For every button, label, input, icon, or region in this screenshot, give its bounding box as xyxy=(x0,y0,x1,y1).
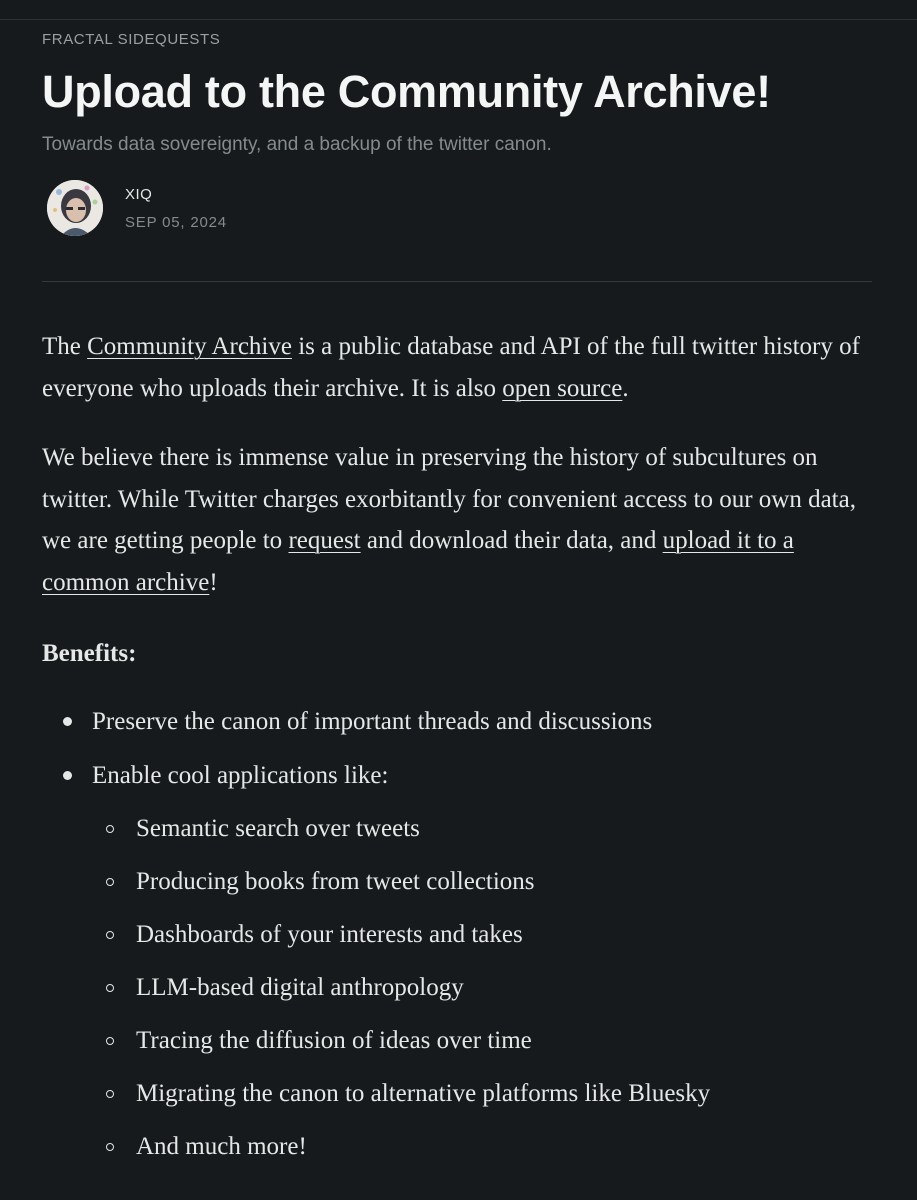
belief-text-2: and download their data, and xyxy=(360,527,663,554)
list-item-text: Preserve the canon of important threads and discussions xyxy=(92,708,653,735)
intro-text-2: is a public database and API of the full twitter history of everyone who uploads their archive. It is also xyxy=(42,333,860,402)
bullet-circle-icon xyxy=(106,931,114,939)
request-link[interactable]: request xyxy=(288,527,361,554)
post-date: SEP 05, 2024 xyxy=(125,214,227,231)
open-source-link[interactable]: open source xyxy=(502,374,623,402)
bullet-disc-icon xyxy=(63,771,72,780)
sub-list-item-text: Semantic search over tweets xyxy=(136,815,420,842)
sub-list-item-text: And much more! xyxy=(136,1133,307,1160)
sub-list-item-text: LLM-based digital anthropology xyxy=(136,974,464,1001)
community-archive-link[interactable]: Community Archive xyxy=(87,333,292,360)
author-avatar[interactable] xyxy=(47,180,103,236)
list-item-text: Enable cool applications like: xyxy=(92,762,389,789)
bullet-circle-icon xyxy=(106,825,114,833)
bullet-circle-icon xyxy=(106,984,114,992)
belief-text-1: We believe there is immense value in preserving the history of subcultures on twitter. While Twitter charges exorbitantly for convenient access to our own data, we are getting people to xyxy=(42,444,856,554)
header-divider xyxy=(42,281,872,282)
belief-text-3: ! xyxy=(209,568,218,596)
bullet-circle-icon xyxy=(106,878,114,886)
top-divider xyxy=(0,19,917,20)
author-avatar-image xyxy=(47,180,103,236)
belief-paragraph xyxy=(42,437,872,603)
post-subtitle: Towards data sovereignty, and a backup of the twitter canon. xyxy=(42,134,552,155)
sub-list-item-text: Tracing the diffusion of ideas over time xyxy=(136,1027,532,1054)
bullet-disc-icon xyxy=(63,717,72,726)
benefits-heading: Benefits: xyxy=(42,640,137,667)
sub-list-item-text: Producing books from tweet collections xyxy=(136,868,535,895)
author-name[interactable]: XIQ xyxy=(125,186,153,203)
bullet-circle-icon xyxy=(106,1143,114,1151)
intro-paragraph xyxy=(42,326,872,409)
publication-name[interactable]: FRACTAL SIDEQUESTS xyxy=(42,31,221,48)
sub-list-item-text: Dashboards of your interests and takes xyxy=(136,921,523,948)
bullet-circle-icon xyxy=(106,1090,114,1098)
sub-list-item-text: Migrating the canon to alternative platforms like Bluesky xyxy=(136,1080,711,1107)
post-title: Upload to the Community Archive! xyxy=(42,66,771,117)
upload-archive-link[interactable]: upload it to a common archive xyxy=(42,527,794,596)
intro-text-3: . xyxy=(622,374,629,402)
bullet-circle-icon xyxy=(106,1037,114,1045)
intro-text-1: The xyxy=(42,333,88,360)
